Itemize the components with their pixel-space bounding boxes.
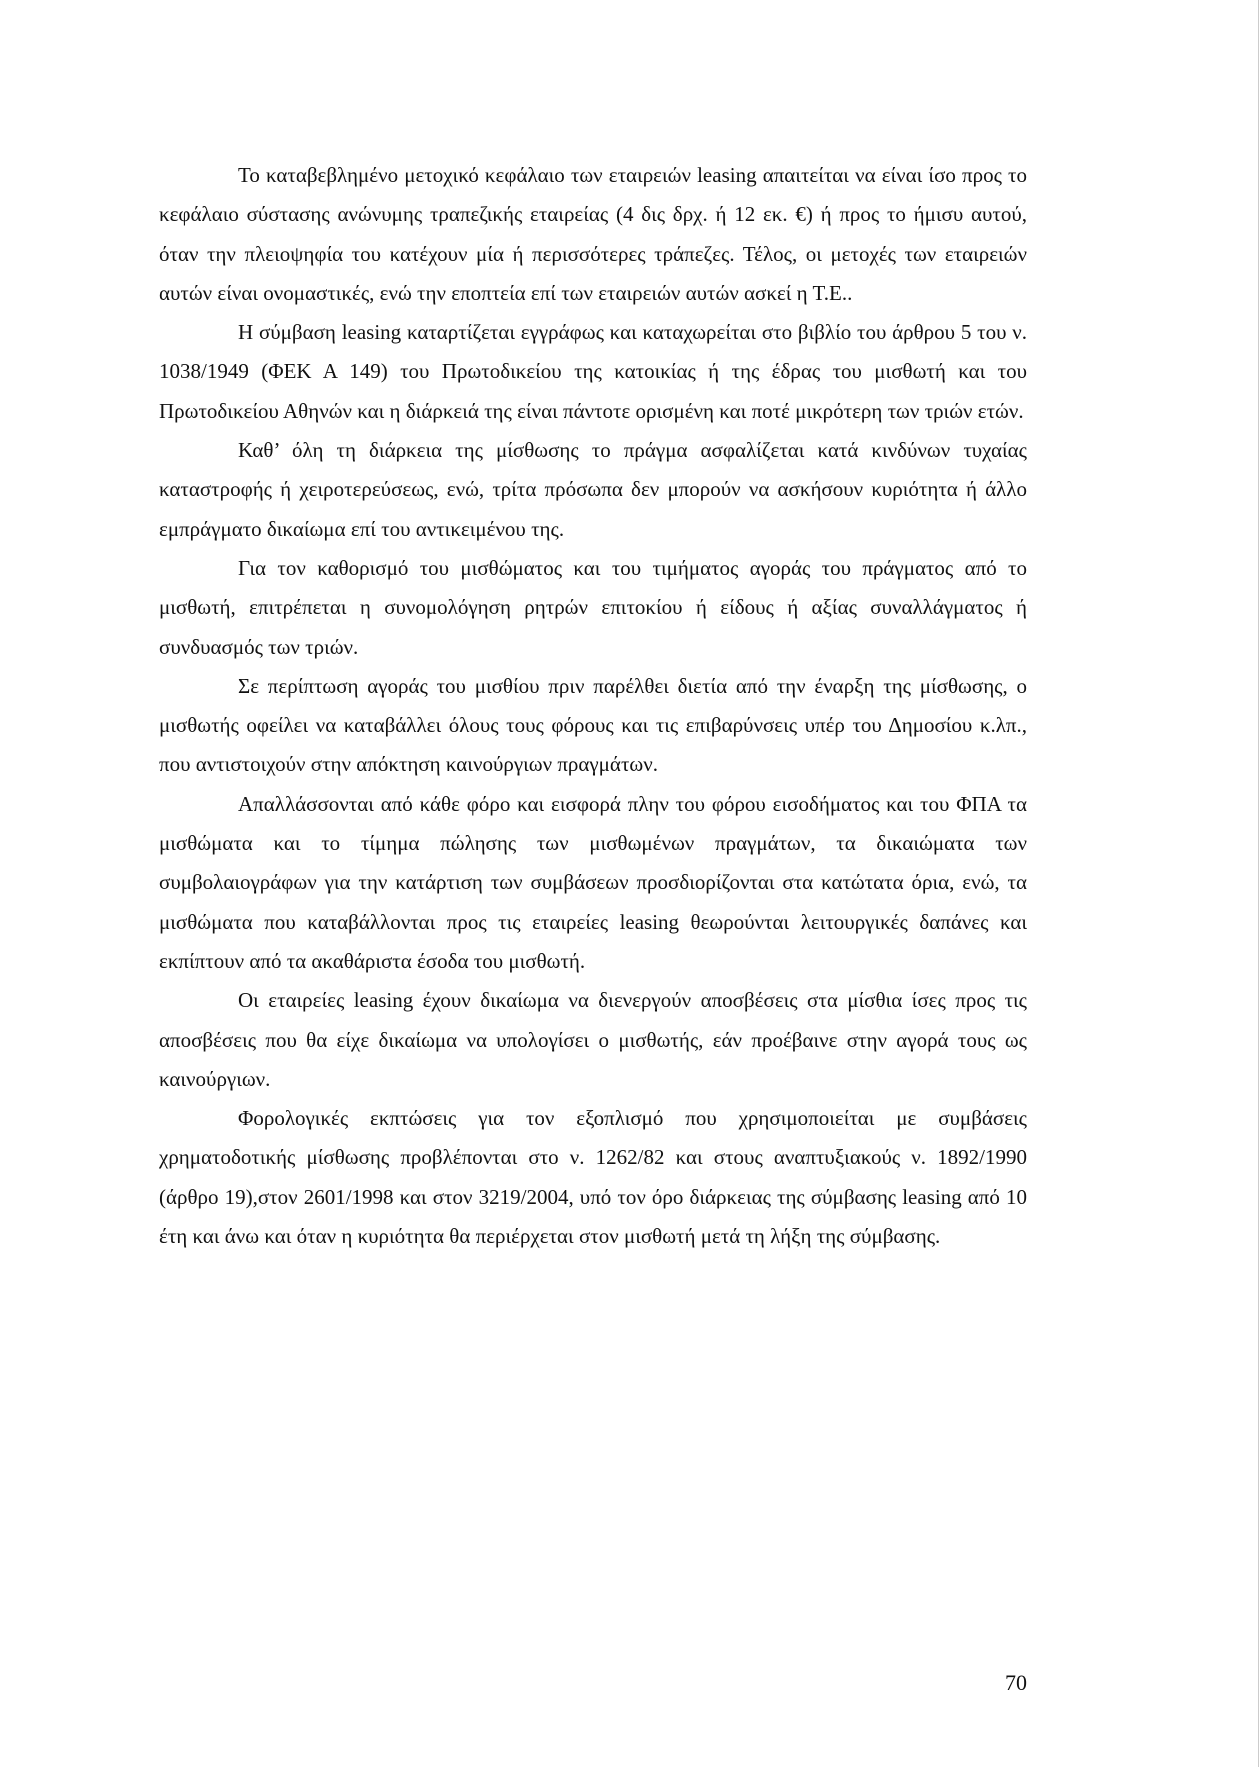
paragraph-7: Οι εταιρείες leasing έχουν δικαίωμα να διενεργούν αποσβέσεις στα μίσθια ίσες προς τις αποσβέσεις που θα είχε δικαίωμα να υπολογίσει ο μισθωτής, εάν προέβαινε στην αγορά τους ως καινούργιων.	[159, 988, 1027, 1091]
paragraph-3: Καθ’ όλη τη διάρκεια της μίσθωσης το πράγμα ασφαλίζεται κατά κινδύνων τυχαίας καταστροφής ή χειροτερεύσεως, ενώ, τρίτα πρόσωπα δεν μπορούν να ασκήσουν κυριότητα ή άλλο εμπράγματο δικαίωμα επί του αντικειμένου της.	[159, 438, 1027, 541]
page-number: 70	[1005, 1670, 1027, 1695]
paragraph-1: Το καταβεβλημένο μετοχικό κεφάλαιο των εταιρειών leasing απαιτείται να είναι ίσο προς το κεφάλαιο σύστασης ανώνυμης τραπεζικής εταιρείας (4 δις δρχ. ή 12 εκ. €) ή προς το ήμισυ αυτού, όταν την πλειοψηφία του κατέχουν μία ή περισσότερες τράπεζες. Τέλος, οι μετοχές των εταιρειών αυτών είναι ονομαστικές, ενώ την εποπτεία επί των εταιρειών αυτών ασκεί η Τ.Ε..	[159, 163, 1027, 305]
paragraph-5: Σε περίπτωση αγοράς του μισθίου πριν παρέλθει διετία από την έναρξη της μίσθωσης, ο μισθωτής οφείλει να καταβάλλει όλους τους φόρους και τις επιβαρύνσεις υπέρ του Δημοσίου κ.λπ., που αντιστοιχούν στην απόκτηση καινούργιων πραγμάτων.	[159, 673, 1027, 777]
paragraph-6: Απαλλάσσονται από κάθε φόρο και εισφορά πλην του φόρου εισοδήματος και του ΦΠΑ τα μισθώματα και το τίμημα πώλησης των μισθωμένων πραγμάτων, τα δικαιώματα των συμβολαιογράφων για την κατάρτιση των συμβάσεων προσδιορίζονται στα κατώτατα όρια, ενώ, τα μισθώματα που καταβάλλονται προς τις εταιρείες leasing θεωρούνται λειτουργικές δαπάνες και εκπίπτουν από τα ακαθάριστα έσοδα του μισθωτή.	[159, 791, 1027, 973]
paragraph-2: Η σύμβαση leasing καταρτίζεται εγγράφως και καταχωρείται στο βιβλίο του άρθρου 5 του ν. 1038/1949 (ΦΕΚ Α 149) του Πρωτοδικείου της κατοικίας ή της έδρας του μισθωτή και του Πρωτοδικείου Αθηνών και η διάρκειά της είναι πάντοτε ορισμένη και ποτέ μικρότερη των τριών ετών.	[159, 320, 1027, 423]
paragraph-4: Για τον καθορισμό του μισθώματος και του τιμήματος αγοράς του πράγματος από το μισθωτή, επιτρέπεται η συνομολόγηση ρητρών επιτοκίου ή είδους ή αξίας συναλλάγματος ή συνδυασμός των τριών.	[159, 555, 1027, 659]
paragraph-8: Φορολογικές εκπτώσεις για τον εξοπλισμό που χρησιμοποιείται με συμβάσεις χρηματοδοτικής μίσθωσης προβλέπονται στο ν. 1262/82 και στους αναπτυξιακούς ν. 1892/1990 (άρθρο 19),στον 2601/1998 και στον 3219/2004, υπό τον όρο διάρκειας της σύμβασης leasing από 10 έτη και άνω και όταν η κυριότητα θα περιέρχεται στον μισθωτή μετά τη λήξη της σύμβασης.	[159, 1106, 1027, 1249]
body-text	[159, 156, 1027, 1256]
